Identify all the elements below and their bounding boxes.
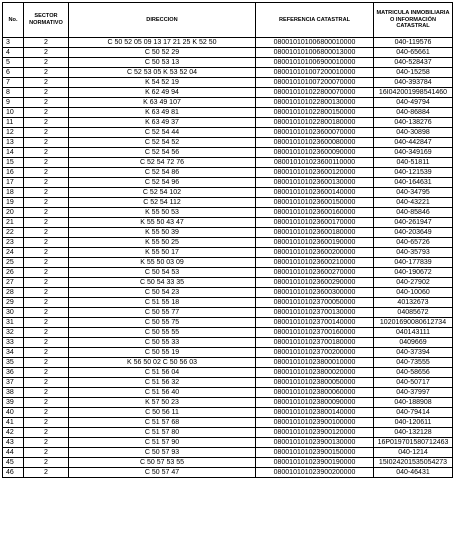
cell-direccion: C 50 57 47 (69, 468, 256, 478)
cell-sector-normativo: 2 (24, 188, 69, 198)
table-row (3, 88, 453, 98)
table-row (3, 298, 453, 308)
cell-matricula-inmobiliaria: 040-164631 (374, 178, 453, 188)
cell-sector-normativo: 2 (24, 358, 69, 368)
cell-sector-normativo: 2 (24, 168, 69, 178)
cell-direccion: C 52 54 44 (69, 128, 256, 138)
cell-referencia-catastral: 080010101006800010000 (256, 38, 374, 48)
cell-referencia-catastral: 080010101023600160000 (256, 208, 374, 218)
cell-direccion: C 50 52 29 (69, 48, 256, 58)
cell-matricula-inmobiliaria: 040-27902 (374, 278, 453, 288)
header-matricula-inmobiliaria: MATRICULA INMOBILIARIA O INFORMACIÓN CATASTRAL (374, 3, 453, 38)
cell-matricula-inmobiliaria: 040-188908 (374, 398, 453, 408)
cell-matricula-inmobiliaria: 040-65661 (374, 48, 453, 58)
cell-matricula-inmobiliaria: 040-1214 (374, 448, 453, 458)
table-row (3, 398, 453, 408)
cell-direccion: K 55 50 43 47 (69, 218, 256, 228)
cell-direccion: K 62 49 94 (69, 88, 256, 98)
cell-referencia-catastral: 080010101023600290000 (256, 278, 374, 288)
cell-referencia-catastral: 080010101023600150000 (256, 198, 374, 208)
cell-direccion: C 51 56 32 (69, 378, 256, 388)
table-row (3, 198, 453, 208)
cell-referencia-catastral: 080010101023600080000 (256, 138, 374, 148)
cell-referencia-catastral: 080010101023600270000 (256, 268, 374, 278)
cell-no: 10 (3, 108, 24, 118)
cell-sector-normativo: 2 (24, 58, 69, 68)
cell-referencia-catastral: 080010101023700140000 (256, 318, 374, 328)
cell-direccion: C 50 56 11 (69, 408, 256, 418)
cell-direccion: C 51 57 80 (69, 428, 256, 438)
cell-sector-normativo: 2 (24, 248, 69, 258)
cell-no: 4 (3, 48, 24, 58)
header-sector-normativo: SECTOR NORMATIVO (24, 3, 69, 38)
cell-direccion: C 52 54 52 (69, 138, 256, 148)
cell-referencia-catastral: 080010101023900120000 (256, 428, 374, 438)
table-row (3, 228, 453, 238)
cell-matricula-inmobiliaria: 10201690080612734 (374, 318, 453, 328)
cell-sector-normativo: 2 (24, 198, 69, 208)
cell-direccion: C 50 55 55 (69, 328, 256, 338)
cell-matricula-inmobiliaria: 040-50717 (374, 378, 453, 388)
cell-no: 23 (3, 238, 24, 248)
cell-sector-normativo: 2 (24, 158, 69, 168)
cell-sector-normativo: 2 (24, 108, 69, 118)
table-row (3, 258, 453, 268)
cell-sector-normativo: 2 (24, 448, 69, 458)
cell-sector-normativo: 2 (24, 408, 69, 418)
cell-matricula-inmobiliaria: 040-65726 (374, 238, 453, 248)
cell-matricula-inmobiliaria: 40132673 (374, 298, 453, 308)
table-row (3, 418, 453, 428)
cell-referencia-catastral: 080010101022800130000 (256, 98, 374, 108)
cell-referencia-catastral: 080010101023600130000 (256, 178, 374, 188)
cell-no: 9 (3, 98, 24, 108)
cell-referencia-catastral: 080010101006900010000 (256, 58, 374, 68)
table-header (3, 3, 453, 38)
cell-referencia-catastral: 080010101007200010000 (256, 68, 374, 78)
cell-matricula-inmobiliaria: 040-138276 (374, 118, 453, 128)
cell-matricula-inmobiliaria: 040-528437 (374, 58, 453, 68)
table-row (3, 358, 453, 368)
cell-direccion: K 63 49 37 (69, 118, 256, 128)
cell-sector-normativo: 2 (24, 298, 69, 308)
cell-referencia-catastral: 080010101022800150000 (256, 108, 374, 118)
cell-referencia-catastral: 080010101023600190000 (256, 238, 374, 248)
cell-no: 42 (3, 428, 24, 438)
cell-matricula-inmobiliaria: 040-121539 (374, 168, 453, 178)
cell-matricula-inmobiliaria: 04085672 (374, 308, 453, 318)
cell-matricula-inmobiliaria: 16I042001998541460 (374, 88, 453, 98)
table-row (3, 218, 453, 228)
table-row (3, 78, 453, 88)
table-row (3, 38, 453, 48)
cell-no: 44 (3, 448, 24, 458)
cell-matricula-inmobiliaria: 040-35793 (374, 248, 453, 258)
table-row (3, 268, 453, 278)
cell-sector-normativo: 2 (24, 378, 69, 388)
cell-referencia-catastral: 080010101023600200000 (256, 248, 374, 258)
table-row (3, 128, 453, 138)
cell-no: 13 (3, 138, 24, 148)
cell-no: 31 (3, 318, 24, 328)
cell-direccion: K 55 50 25 (69, 238, 256, 248)
cell-direccion: C 52 54 86 (69, 168, 256, 178)
cell-referencia-catastral: 080010101023800140000 (256, 408, 374, 418)
cell-direccion: C 51 55 18 (69, 298, 256, 308)
cell-referencia-catastral: 080010101023600070000 (256, 128, 374, 138)
cell-sector-normativo: 2 (24, 258, 69, 268)
cell-no: 41 (3, 418, 24, 428)
cell-referencia-catastral: 080010101023700050000 (256, 298, 374, 308)
header-direccion: DIRECCION (69, 3, 256, 38)
cell-referencia-catastral: 080010101023800020000 (256, 368, 374, 378)
cell-matricula-inmobiliaria: 040-393784 (374, 78, 453, 88)
cell-no: 25 (3, 258, 24, 268)
cell-referencia-catastral: 080010101023800050000 (256, 378, 374, 388)
cell-no: 37 (3, 378, 24, 388)
cell-referencia-catastral: 080010101023700200000 (256, 348, 374, 358)
cell-referencia-catastral: 080010101023900190000 (256, 458, 374, 468)
cell-matricula-inmobiliaria: 040-79414 (374, 408, 453, 418)
cell-matricula-inmobiliaria: 040-442847 (374, 138, 453, 148)
cell-no: 45 (3, 458, 24, 468)
cell-no: 20 (3, 208, 24, 218)
table-row (3, 148, 453, 158)
cell-matricula-inmobiliaria: 040-51811 (374, 158, 453, 168)
cell-sector-normativo: 2 (24, 268, 69, 278)
cell-matricula-inmobiliaria: 15I024201535054273 (374, 458, 453, 468)
cell-sector-normativo: 2 (24, 228, 69, 238)
cell-matricula-inmobiliaria: 040-30898 (374, 128, 453, 138)
table-row (3, 48, 453, 58)
table-row (3, 108, 453, 118)
cell-matricula-inmobiliaria: 040-85846 (374, 208, 453, 218)
cell-matricula-inmobiliaria: 040-15258 (374, 68, 453, 78)
cell-direccion: C 50 54 23 (69, 288, 256, 298)
cell-referencia-catastral: 080010101023600210000 (256, 258, 374, 268)
cell-matricula-inmobiliaria: 040-119576 (374, 38, 453, 48)
cell-matricula-inmobiliaria: 0409669 (374, 338, 453, 348)
cell-no: 39 (3, 398, 24, 408)
table-row (3, 348, 453, 358)
cell-sector-normativo: 2 (24, 458, 69, 468)
table-body (3, 38, 453, 478)
cell-direccion: C 50 55 19 (69, 348, 256, 358)
cell-no: 5 (3, 58, 24, 68)
cell-direccion: K 56 50 02 C 50 56 03 (69, 358, 256, 368)
cell-no: 14 (3, 148, 24, 158)
cell-sector-normativo: 2 (24, 68, 69, 78)
cell-direccion: C 51 57 90 (69, 438, 256, 448)
cell-referencia-catastral: 080010101023600170000 (256, 218, 374, 228)
cell-direccion: K 57 50 23 (69, 398, 256, 408)
cell-no: 35 (3, 358, 24, 368)
cell-matricula-inmobiliaria: 040-203649 (374, 228, 453, 238)
cell-direccion: C 50 57 93 (69, 448, 256, 458)
cell-sector-normativo: 2 (24, 438, 69, 448)
cell-sector-normativo: 2 (24, 238, 69, 248)
header-row (3, 3, 453, 38)
cell-direccion: K 55 50 17 (69, 248, 256, 258)
cell-no: 29 (3, 298, 24, 308)
cell-direccion: K 55 50 53 (69, 208, 256, 218)
cell-sector-normativo: 2 (24, 118, 69, 128)
cell-sector-normativo: 2 (24, 388, 69, 398)
cell-direccion: C 50 55 77 (69, 308, 256, 318)
cell-sector-normativo: 2 (24, 38, 69, 48)
cell-no: 43 (3, 438, 24, 448)
table-row (3, 288, 453, 298)
header-no: No. (3, 3, 24, 38)
table-row (3, 328, 453, 338)
cell-no: 18 (3, 188, 24, 198)
cell-direccion: C 52 54 72 76 (69, 158, 256, 168)
cell-direccion: C 50 57 53 55 (69, 458, 256, 468)
cell-direccion: C 51 56 40 (69, 388, 256, 398)
cell-no: 11 (3, 118, 24, 128)
cell-referencia-catastral: 080010101007200070000 (256, 78, 374, 88)
cell-direccion: C 52 54 56 (69, 148, 256, 158)
cell-no: 19 (3, 198, 24, 208)
cell-referencia-catastral: 080010101023700160000 (256, 328, 374, 338)
cell-sector-normativo: 2 (24, 308, 69, 318)
cell-direccion: K 63 49 107 (69, 98, 256, 108)
table-row (3, 138, 453, 148)
cell-matricula-inmobiliaria: 16P019701580712463 (374, 438, 453, 448)
cell-referencia-catastral: 080010101023700180000 (256, 338, 374, 348)
cell-matricula-inmobiliaria: 040-37997 (374, 388, 453, 398)
cell-matricula-inmobiliaria: 040-73555 (374, 358, 453, 368)
cell-matricula-inmobiliaria: 040-46431 (374, 468, 453, 478)
table-row (3, 438, 453, 448)
cell-matricula-inmobiliaria: 040-190672 (374, 268, 453, 278)
cell-referencia-catastral: 080010101023900130000 (256, 438, 374, 448)
cell-referencia-catastral: 080010101023600120000 (256, 168, 374, 178)
cell-sector-normativo: 2 (24, 48, 69, 58)
cell-no: 34 (3, 348, 24, 358)
cell-direccion: C 51 57 68 (69, 418, 256, 428)
cell-no: 17 (3, 178, 24, 188)
cell-no: 46 (3, 468, 24, 478)
cell-sector-normativo: 2 (24, 348, 69, 358)
cell-matricula-inmobiliaria: 040-261947 (374, 218, 453, 228)
header-referencia-catastral: REFERENCIA CATASTRAL (256, 3, 374, 38)
cell-no: 28 (3, 288, 24, 298)
cell-direccion: K 55 50 03 09 (69, 258, 256, 268)
cell-referencia-catastral: 080010101023800060000 (256, 388, 374, 398)
cell-no: 38 (3, 388, 24, 398)
cell-sector-normativo: 2 (24, 88, 69, 98)
cell-sector-normativo: 2 (24, 428, 69, 438)
cell-no: 27 (3, 278, 24, 288)
cell-referencia-catastral: 080010101023800010000 (256, 358, 374, 368)
table-row (3, 378, 453, 388)
cell-direccion: K 55 50 39 (69, 228, 256, 238)
table-row (3, 468, 453, 478)
cell-no: 32 (3, 328, 24, 338)
cell-no: 16 (3, 168, 24, 178)
cell-no: 26 (3, 268, 24, 278)
table-row (3, 338, 453, 348)
cell-direccion: C 51 56 04 (69, 368, 256, 378)
table-row (3, 68, 453, 78)
cell-direccion: C 50 53 13 (69, 58, 256, 68)
cell-no: 6 (3, 68, 24, 78)
table-row (3, 178, 453, 188)
cell-matricula-inmobiliaria: 040-43221 (374, 198, 453, 208)
cell-matricula-inmobiliaria: 040143111 (374, 328, 453, 338)
cell-direccion: C 52 54 112 (69, 198, 256, 208)
cell-referencia-catastral: 080010101023900200000 (256, 468, 374, 478)
cell-no: 36 (3, 368, 24, 378)
cell-no: 3 (3, 38, 24, 48)
table-row (3, 158, 453, 168)
cell-matricula-inmobiliaria: 040-58656 (374, 368, 453, 378)
cell-direccion: C 50 54 33 35 (69, 278, 256, 288)
cell-matricula-inmobiliaria: 040-132128 (374, 428, 453, 438)
table-row (3, 168, 453, 178)
cell-sector-normativo: 2 (24, 318, 69, 328)
cell-direccion: C 52 53 05 K 53 52 04 (69, 68, 256, 78)
table-row (3, 458, 453, 468)
table-row (3, 428, 453, 438)
cell-direccion: C 50 55 75 (69, 318, 256, 328)
table-row (3, 58, 453, 68)
cell-sector-normativo: 2 (24, 208, 69, 218)
cell-no: 24 (3, 248, 24, 258)
cell-sector-normativo: 2 (24, 328, 69, 338)
cell-referencia-catastral: 080010101023900100000 (256, 418, 374, 428)
cell-referencia-catastral: 080010101023600090000 (256, 148, 374, 158)
table-row (3, 98, 453, 108)
cell-matricula-inmobiliaria: 040-49794 (374, 98, 453, 108)
cell-direccion: K 63 49 81 (69, 108, 256, 118)
cell-sector-normativo: 2 (24, 278, 69, 288)
cell-matricula-inmobiliaria: 040-349169 (374, 148, 453, 158)
cell-referencia-catastral: 080010101022800070000 (256, 88, 374, 98)
cell-referencia-catastral: 080010101023600140000 (256, 188, 374, 198)
table-row (3, 388, 453, 398)
cell-direccion: C 52 54 102 (69, 188, 256, 198)
cell-sector-normativo: 2 (24, 338, 69, 348)
cell-no: 40 (3, 408, 24, 418)
cell-sector-normativo: 2 (24, 368, 69, 378)
cell-referencia-catastral: 080010101023800090000 (256, 398, 374, 408)
cell-matricula-inmobiliaria: 040-120611 (374, 418, 453, 428)
cell-sector-normativo: 2 (24, 418, 69, 428)
cell-sector-normativo: 2 (24, 148, 69, 158)
table-row (3, 368, 453, 378)
table-row (3, 408, 453, 418)
cell-matricula-inmobiliaria: 040-34795 (374, 188, 453, 198)
cell-no: 15 (3, 158, 24, 168)
cell-no: 12 (3, 128, 24, 138)
cell-no: 33 (3, 338, 24, 348)
table-row (3, 208, 453, 218)
cell-referencia-catastral: 080010101023600300000 (256, 288, 374, 298)
cell-matricula-inmobiliaria: 040-37394 (374, 348, 453, 358)
cell-no: 8 (3, 88, 24, 98)
cell-referencia-catastral: 080010101006800013000 (256, 48, 374, 58)
cell-matricula-inmobiliaria: 040-177839 (374, 258, 453, 268)
cell-referencia-catastral: 080010101023700130000 (256, 308, 374, 318)
cell-matricula-inmobiliaria: 040-10060 (374, 288, 453, 298)
cell-referencia-catastral: 080010101023900150000 (256, 448, 374, 458)
cell-sector-normativo: 2 (24, 98, 69, 108)
cell-no: 21 (3, 218, 24, 228)
cell-sector-normativo: 2 (24, 178, 69, 188)
table-row (3, 238, 453, 248)
table-row (3, 118, 453, 128)
cell-sector-normativo: 2 (24, 218, 69, 228)
cell-sector-normativo: 2 (24, 78, 69, 88)
cell-direccion: C 50 55 33 (69, 338, 256, 348)
cell-direccion: C 52 54 96 (69, 178, 256, 188)
table-row (3, 278, 453, 288)
cell-direccion: C 50 52 05 09 13 17 21 25 K 52 50 (69, 38, 256, 48)
cell-sector-normativo: 2 (24, 398, 69, 408)
table-row (3, 188, 453, 198)
cell-referencia-catastral: 080010101022800180000 (256, 118, 374, 128)
table-row (3, 318, 453, 328)
cell-sector-normativo: 2 (24, 128, 69, 138)
cell-matricula-inmobiliaria: 040-86884 (374, 108, 453, 118)
table-row (3, 308, 453, 318)
table-row (3, 448, 453, 458)
cell-sector-normativo: 2 (24, 468, 69, 478)
cell-direccion: C 50 54 53 (69, 268, 256, 278)
cell-sector-normativo: 2 (24, 288, 69, 298)
cell-referencia-catastral: 080010101023600180000 (256, 228, 374, 238)
cell-sector-normativo: 2 (24, 138, 69, 148)
cell-no: 30 (3, 308, 24, 318)
table-row (3, 248, 453, 258)
catastral-table (2, 2, 453, 478)
cell-referencia-catastral: 080010101023600110000 (256, 158, 374, 168)
cell-direccion: K 54 52 19 (69, 78, 256, 88)
cell-no: 7 (3, 78, 24, 88)
cell-no: 22 (3, 228, 24, 238)
